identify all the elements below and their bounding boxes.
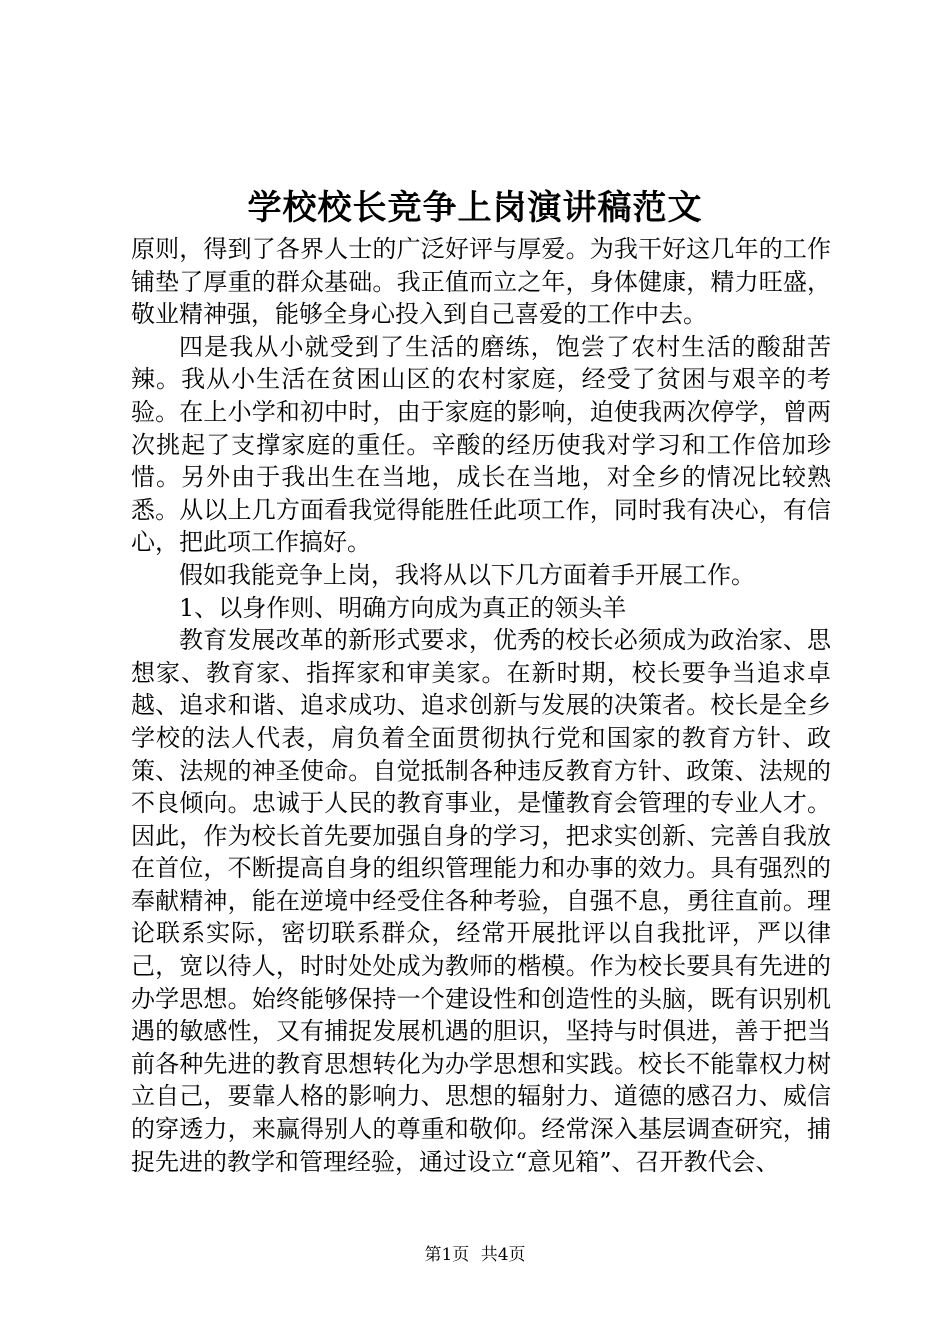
paragraph: 四是我从小就受到了生活的磨练，饱尝了农村生活的酸甜苦辣。我从小生活在贫困山区的农村家庭，经受了贫困与艰辛的考验。在上小学和初中时，由于家庭的影响，迫使我两次停学，曾两次挑起了支撑家庭的重任。辛酸的经历使我对学习和工作倍加珍惜。另外由于我出生在当地，成长在当地，对全乡的情况比较熟悉。从以上几方面看我觉得能胜任此项工作，同时我有决心，有信心，把此项工作搞好。 [131, 332, 831, 557]
document-body [131, 233, 831, 1178]
page-footer [0, 1244, 950, 1266]
paragraph: 假如我能竞争上岗，我将从以下几方面着手开展工作。 [179, 560, 755, 589]
document-title: 学校校长竞争上岗演讲稿范文 [247, 188, 703, 228]
paragraph: 教育发展改革的新形式要求，优秀的校长必须成为政治家、思想家、教育家、指挥家和审美家。在新时期，校长要争当追求卓越、追求和谐、追求成功、追求创新与发展的决策者。校长是全乡学校的法人代表，肩负着全面贯彻执行党和国家的教育方针、政策、法规的神圣使命。自觉抵制各种违反教育方针、政策、法规的不良倾向。忠诚于人民的教育事业，是懂教育会管理的专业人才。因此，作为校长首先要加强自身的学习，把求实创新、完善自我放在首位，不断提高自身的组织管理能力和办事的效力。具有强烈的奉献精神，能在逆境中经受住各种考验，自强不息，勇往直前。理论联系实际，密切联系群众，经常开展批评以自我批评，严以律己，宽以待人，时时处处成为教师的楷模。作为校长要具有先进的办学思想。始终能够保持一个建设性和创造性的头脑，既有识别机遇的敏感性，又有捕捉发展机遇的胆识，坚持与时俱进，善于把当前各种先进的教育思想转化为办学思想和实践。校长不能靠权力树立自己，要靠人格的影响力、思想的辐射力、道德的感召力、威信的穿透力，来赢得别人的尊重和敬仰。经常深入基层调查研究，捕捉先进的教学和管理经验，通过设立“意见箱”、召开教代会、 [131, 626, 831, 1176]
paragraph: 原则，得到了各界人士的广泛好评与厚爱。为我干好这几年的工作铺垫了厚重的群众基础。我正值而立之年，身体健康，精力旺盛，敬业精神强，能够全身心投入到自己喜爱的工作中去。 [131, 235, 831, 329]
page-number: 第1页 [424, 1245, 470, 1265]
page-total: 共4页 [480, 1245, 526, 1265]
section-heading: 1、以身作则、明确方向成为真正的领头羊 [179, 593, 627, 622]
